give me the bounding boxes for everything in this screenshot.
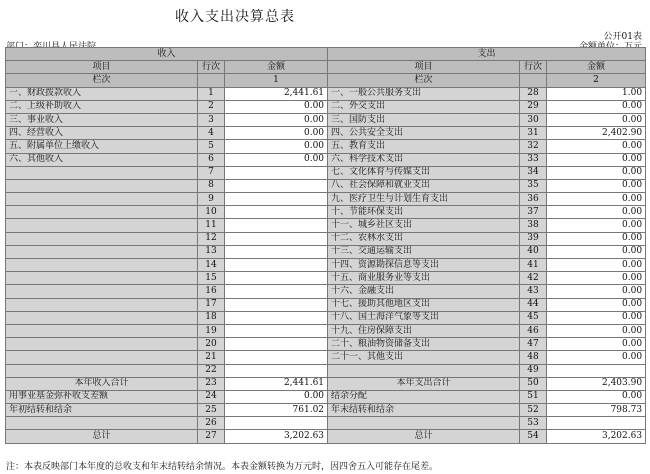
income-amount — [225, 298, 328, 311]
header-row-section — [6, 48, 646, 61]
expense-amount: 0.00 — [547, 338, 646, 351]
income-col-number: 1 — [225, 74, 328, 87]
expense-amount: 0.00 — [547, 100, 646, 113]
summary-table — [5, 47, 646, 444]
header-row-columns — [6, 61, 646, 74]
expense-row-number: 34 — [520, 166, 547, 179]
income-amount — [225, 417, 328, 430]
expense-item — [328, 364, 520, 377]
expense-amount: 2,402.90 — [547, 127, 646, 140]
income-row-number: 13 — [198, 245, 225, 258]
expense-item: 十九、住房保障支出 — [328, 324, 520, 337]
expense-amount: 0.00 — [547, 272, 646, 285]
income-amount — [225, 245, 328, 258]
expense-amount: 0.00 — [547, 259, 646, 272]
expense-amount: 0.00 — [547, 166, 646, 179]
income-item: 二、上级补助收入 — [6, 100, 198, 113]
income-amount — [225, 232, 328, 245]
income-amount: 3,202.63 — [225, 430, 328, 443]
expense-amount: 798.73 — [547, 404, 646, 417]
income-item — [6, 166, 198, 179]
expense-item: 八、社会保障和就业支出 — [328, 179, 520, 192]
income-amount: 2,441.61 — [225, 87, 328, 100]
table-row — [6, 232, 646, 245]
expense-amount — [547, 364, 646, 377]
income-row-number: 7 — [198, 166, 225, 179]
expense-row-number: 37 — [520, 206, 547, 219]
expense-row-number: 53 — [520, 417, 547, 430]
income-row-number: 16 — [198, 285, 225, 298]
income-amount: 761.02 — [225, 404, 328, 417]
table-row — [6, 166, 646, 179]
income-amount-header: 金额 — [225, 61, 328, 74]
income-row-number: 1 — [198, 87, 225, 100]
income-row-number: 8 — [198, 179, 225, 192]
expense-row-number: 35 — [520, 179, 547, 192]
income-item — [6, 417, 198, 430]
expense-item: 十三、交通运输支出 — [328, 245, 520, 258]
expense-row-number: 51 — [520, 390, 547, 403]
table-body — [6, 87, 646, 443]
expense-row-number: 32 — [520, 140, 547, 153]
table-row — [6, 87, 646, 100]
expense-row-number: 54 — [520, 430, 547, 443]
table-row — [6, 127, 646, 140]
expense-item: 五、教育支出 — [328, 140, 520, 153]
expense-item: 十七、援助其他地区支出 — [328, 298, 520, 311]
income-item: 总计 — [6, 430, 198, 443]
income-header: 收入 — [6, 48, 328, 61]
income-row-number: 11 — [198, 219, 225, 232]
income-row-number: 18 — [198, 311, 225, 324]
income-amount — [225, 272, 328, 285]
income-item: 年初结转和结余 — [6, 404, 198, 417]
expense-amount: 0.00 — [547, 153, 646, 166]
income-row-number: 14 — [198, 259, 225, 272]
expense-row-number: 45 — [520, 311, 547, 324]
income-row-number: 3 — [198, 113, 225, 126]
table-row — [6, 351, 646, 364]
income-row-number: 6 — [198, 153, 225, 166]
income-item: 本年收入合计 — [6, 377, 198, 390]
income-row-number: 27 — [198, 430, 225, 443]
expense-amount: 0.00 — [547, 324, 646, 337]
table-row — [6, 153, 646, 166]
expense-amount: 0.00 — [547, 193, 646, 206]
expense-row-number: 46 — [520, 324, 547, 337]
header-row-index — [6, 74, 646, 87]
expense-amount: 0.00 — [547, 179, 646, 192]
expense-row-number: 38 — [520, 219, 547, 232]
table-row — [6, 113, 646, 126]
expense-item: 六、科学技术支出 — [328, 153, 520, 166]
income-item: 用事业基金弥补收支差额 — [6, 390, 198, 403]
expense-item: 二十一、其他支出 — [328, 351, 520, 364]
table-row — [6, 272, 646, 285]
income-amount — [225, 219, 328, 232]
income-item: 六、其他收入 — [6, 153, 198, 166]
income-row-number: 4 — [198, 127, 225, 140]
expense-row-number: 28 — [520, 87, 547, 100]
income-row-header: 行次 — [198, 61, 225, 74]
table-row — [6, 259, 646, 272]
income-row-number: 17 — [198, 298, 225, 311]
income-item — [6, 351, 198, 364]
expense-item: 十八、国土海洋气象等支出 — [328, 311, 520, 324]
expense-col-blank — [520, 74, 547, 87]
income-amount: 0.00 — [225, 140, 328, 153]
income-row-number: 15 — [198, 272, 225, 285]
expense-row-number: 41 — [520, 259, 547, 272]
income-item-header: 项目 — [6, 61, 198, 74]
table-row — [6, 390, 646, 403]
table-row — [6, 338, 646, 351]
income-amount — [225, 179, 328, 192]
expense-row-number: 49 — [520, 364, 547, 377]
expense-amount: 0.00 — [547, 219, 646, 232]
expense-amount: 3,202.63 — [547, 430, 646, 443]
expense-item: 二、外交支出 — [328, 100, 520, 113]
expense-item: 本年支出合计 — [328, 377, 520, 390]
income-amount — [225, 285, 328, 298]
income-row-number: 5 — [198, 140, 225, 153]
income-amount — [225, 338, 328, 351]
income-row-number: 23 — [198, 377, 225, 390]
income-col-label: 栏次 — [6, 74, 198, 87]
income-row-number: 9 — [198, 193, 225, 206]
expense-item: 十四、资源勘探信息等支出 — [328, 259, 520, 272]
table-row — [6, 417, 646, 430]
income-item: 一、财政拨款收入 — [6, 87, 198, 100]
expense-amount: 0.00 — [547, 206, 646, 219]
income-row-number: 24 — [198, 390, 225, 403]
income-amount — [225, 324, 328, 337]
expense-amount: 0.00 — [547, 140, 646, 153]
expense-item: 总计 — [328, 430, 520, 443]
expense-item: 十六、金融支出 — [328, 285, 520, 298]
income-row-number: 19 — [198, 324, 225, 337]
income-row-number: 26 — [198, 417, 225, 430]
expense-col-label: 栏次 — [328, 74, 520, 87]
income-row-number: 25 — [198, 404, 225, 417]
income-col-blank — [198, 74, 225, 87]
expense-item: 七、文化体育与传媒支出 — [328, 166, 520, 179]
table-row — [6, 219, 646, 232]
expense-amount: 0.00 — [547, 351, 646, 364]
table-row — [6, 206, 646, 219]
expense-item: 九、医疗卫生与计划生育支出 — [328, 193, 520, 206]
expense-row-number: 43 — [520, 285, 547, 298]
table-row — [6, 364, 646, 377]
income-amount: 0.00 — [225, 100, 328, 113]
income-item — [6, 272, 198, 285]
income-amount: 0.00 — [225, 113, 328, 126]
income-item — [6, 219, 198, 232]
income-amount: 0.00 — [225, 153, 328, 166]
income-amount — [225, 206, 328, 219]
expense-item — [328, 417, 520, 430]
form-code: 公开01表 — [603, 32, 642, 42]
income-item — [6, 206, 198, 219]
income-item — [6, 311, 198, 324]
expense-row-number: 44 — [520, 298, 547, 311]
income-item — [6, 285, 198, 298]
income-item — [6, 193, 198, 206]
table-row — [6, 430, 646, 443]
expense-amount-header: 金额 — [547, 61, 646, 74]
income-amount — [225, 364, 328, 377]
income-item: 四、经营收入 — [6, 127, 198, 140]
expense-amount: 0.00 — [547, 285, 646, 298]
expense-item: 十二、农林水支出 — [328, 232, 520, 245]
expense-amount: 2,403.90 — [547, 377, 646, 390]
table-row — [6, 311, 646, 324]
income-row-number: 22 — [198, 364, 225, 377]
table-row — [6, 140, 646, 153]
income-amount — [225, 311, 328, 324]
expense-row-number: 48 — [520, 351, 547, 364]
income-item — [6, 298, 198, 311]
expense-amount: 0.00 — [547, 311, 646, 324]
income-amount — [225, 351, 328, 364]
expense-item: 四、公共安全支出 — [328, 127, 520, 140]
expense-row-number: 40 — [520, 245, 547, 258]
income-item: 三、事业收入 — [6, 113, 198, 126]
expense-amount: 0.00 — [547, 245, 646, 258]
table-row — [6, 324, 646, 337]
expense-item: 三、国防支出 — [328, 113, 520, 126]
expense-row-number: 47 — [520, 338, 547, 351]
expense-item: 结余分配 — [328, 390, 520, 403]
income-amount — [225, 166, 328, 179]
table-row — [6, 298, 646, 311]
expense-amount — [547, 417, 646, 430]
footnote: 注：本表反映部门本年度的总收支和年末结转结余情况。本表金额转换为万元时，因四舍五入可能存在尾差。 — [6, 462, 439, 472]
page-title: 收入支出决算总表 — [175, 9, 295, 25]
expense-header: 支出 — [328, 48, 646, 61]
income-amount — [225, 193, 328, 206]
expense-col-number: 2 — [547, 74, 646, 87]
income-row-number: 20 — [198, 338, 225, 351]
expense-amount: 0.00 — [547, 232, 646, 245]
table-row — [6, 285, 646, 298]
expense-row-header: 行次 — [520, 61, 547, 74]
income-item — [6, 338, 198, 351]
income-item — [6, 259, 198, 272]
expense-row-number: 39 — [520, 232, 547, 245]
income-item — [6, 364, 198, 377]
expense-row-number: 29 — [520, 100, 547, 113]
income-row-number: 12 — [198, 232, 225, 245]
expense-item: 十、节能环保支出 — [328, 206, 520, 219]
table-row — [6, 245, 646, 258]
expense-amount: 0.00 — [547, 390, 646, 403]
table-row — [6, 404, 646, 417]
table-row — [6, 179, 646, 192]
expense-item: 年末结转和结余 — [328, 404, 520, 417]
income-item — [6, 245, 198, 258]
income-amount: 0.00 — [225, 127, 328, 140]
expense-item-header: 项目 — [328, 61, 520, 74]
expense-amount: 0.00 — [547, 298, 646, 311]
table-row — [6, 100, 646, 113]
expense-row-number: 42 — [520, 272, 547, 285]
table-row — [6, 193, 646, 206]
expense-item: 二十、粮油物资储备支出 — [328, 338, 520, 351]
expense-row-number: 36 — [520, 193, 547, 206]
income-row-number: 2 — [198, 100, 225, 113]
expense-item: 十五、商业服务业等支出 — [328, 272, 520, 285]
income-amount: 2,441.61 — [225, 377, 328, 390]
income-item — [6, 179, 198, 192]
income-row-number: 10 — [198, 206, 225, 219]
income-item — [6, 324, 198, 337]
table-row — [6, 377, 646, 390]
expense-row-number: 30 — [520, 113, 547, 126]
expense-amount: 0.00 — [547, 113, 646, 126]
expense-item: 十一、城乡社区支出 — [328, 219, 520, 232]
expense-item: 一、一般公共服务支出 — [328, 87, 520, 100]
expense-row-number: 33 — [520, 153, 547, 166]
income-item: 五、附属单位上缴收入 — [6, 140, 198, 153]
income-amount — [225, 259, 328, 272]
expense-row-number: 50 — [520, 377, 547, 390]
income-row-number: 21 — [198, 351, 225, 364]
income-amount: 0.00 — [225, 390, 328, 403]
expense-row-number: 52 — [520, 404, 547, 417]
expense-row-number: 31 — [520, 127, 547, 140]
income-item — [6, 232, 198, 245]
expense-amount: 1.00 — [547, 87, 646, 100]
